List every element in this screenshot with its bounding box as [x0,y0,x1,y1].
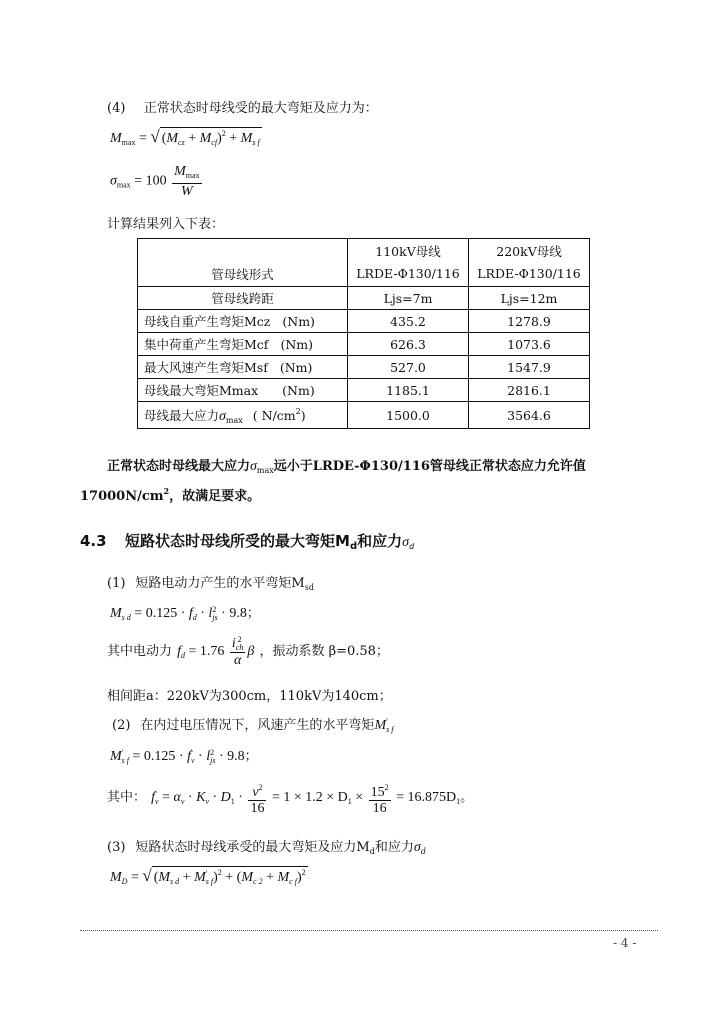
row-label: 母线最大弯矩Mmax (Nm) [138,379,348,402]
row-label: 集中荷重产生弯矩Mcf (Nm) [138,333,348,356]
row-label: 母线最大应力$\sigma_{max}$ ( $N/cm^2$) [138,402,348,429]
row-value-220: Ljs=12m [469,287,590,310]
page-number: - 4 - [613,936,637,950]
row-value-220: 1547.9 [469,356,590,379]
formula-msf: M ' s f = 0.125 · f ' v · l 2 js · 9.8； [110,747,258,765]
conclusion-line-2: $17000N/cm^2$，故满足要求。 [80,486,261,504]
table-row [138,310,590,333]
row-value-110: 527.0 [348,356,469,379]
row-value-110: 1185.1 [348,379,469,402]
section-title: 短路状态时母线所受的最大弯矩$M_d$和应力$\sigma_d$ [125,532,415,552]
row-value-110: 435.2 [348,310,469,333]
item-3-line: (3) 短路状态时母线承受的最大弯矩及应力$M_d$和应力$\sigma_d$ [107,840,426,856]
row-value-110: 1500.0 [348,402,469,429]
item-1-line: (1) 短路电动力产生的水平弯矩$M_{sd}$ [107,576,314,592]
row-label: 最大风速产生弯矩Msf (Nm) [138,356,348,379]
phase-spacing: 相间距a：220kV为300cm，110kV为140cm； [107,689,392,704]
table-header-row [138,239,590,287]
header-110kv: 110kV母线 LRDE-Φ130/116 [348,239,469,287]
table-row [138,379,590,402]
footer-divider [80,930,658,931]
row-value-220: 2816.1 [469,379,590,402]
item-2-line: (2) 在内过电压情况下，风速产生的水平弯矩M ' s f [112,716,394,734]
formula-sigma-max: $\sigma_{max} = 100$ $\frac{M_{max}}{W}$ [110,164,200,199]
table-row [138,333,590,356]
table-row [138,287,590,310]
formula-md: $M_D$ = √ ($M_{s d} + M$ ' s f )$^2 + (M_{c 2} + M_{c f})^2$ [110,866,306,886]
row-value-110: 626.3 [348,333,469,356]
formula-msd: $M_{s d} = 0.125 \cdot f_d \cdot l$ 2 js · 9.8； [110,604,260,622]
formula-mmax: $M_{max}$ = √ $(M_{cz} + M_{cf})^2 + M_{s f}$ [110,127,260,147]
section-heading [80,530,414,552]
formula-fd: 其中电动力 $f_d = 1.76$ i 2 ch α β ，振动系数 β=0.58； [107,635,389,668]
item-4-label: (4) [107,101,126,116]
table-intro: 计算结果列入下表： [107,217,225,232]
conclusion-line-1: 正常状态时母线最大应力$\sigma_{max}$远小于LRDE-Φ130/116管母线正常状态应力允许值 [107,459,586,475]
row-label: 管母线跨距 [138,287,348,310]
section-number: 4.3 [80,532,107,550]
row-value-220: 3564.6 [469,402,590,429]
table-row [138,402,590,429]
row-label: 母线自重产生弯矩Mcz (Nm) [138,310,348,333]
row-value-220: 1278.9 [469,310,590,333]
row-value-220: 1073.6 [469,333,590,356]
header-220kv: 220kV母线 LRDE-Φ130/116 [469,239,590,287]
formula-fv: 其中： f ' v = $\alpha_v \cdot K_v \cdot D_1$ · $\frac{v^2}{16}$ = $1 \times 1.2 \times D_1$ × $\frac{15^2}{16}$ = $16.875D_1$。 [107,780,473,816]
results-table [137,238,590,429]
item-4-text: 正常状态时母线受的最大弯矩及应力为： [143,101,378,116]
item-4-line [107,97,378,116]
header-type: 管母线形式 [138,239,348,287]
table-row [138,356,590,379]
row-value-110: Ljs=7m [348,287,469,310]
